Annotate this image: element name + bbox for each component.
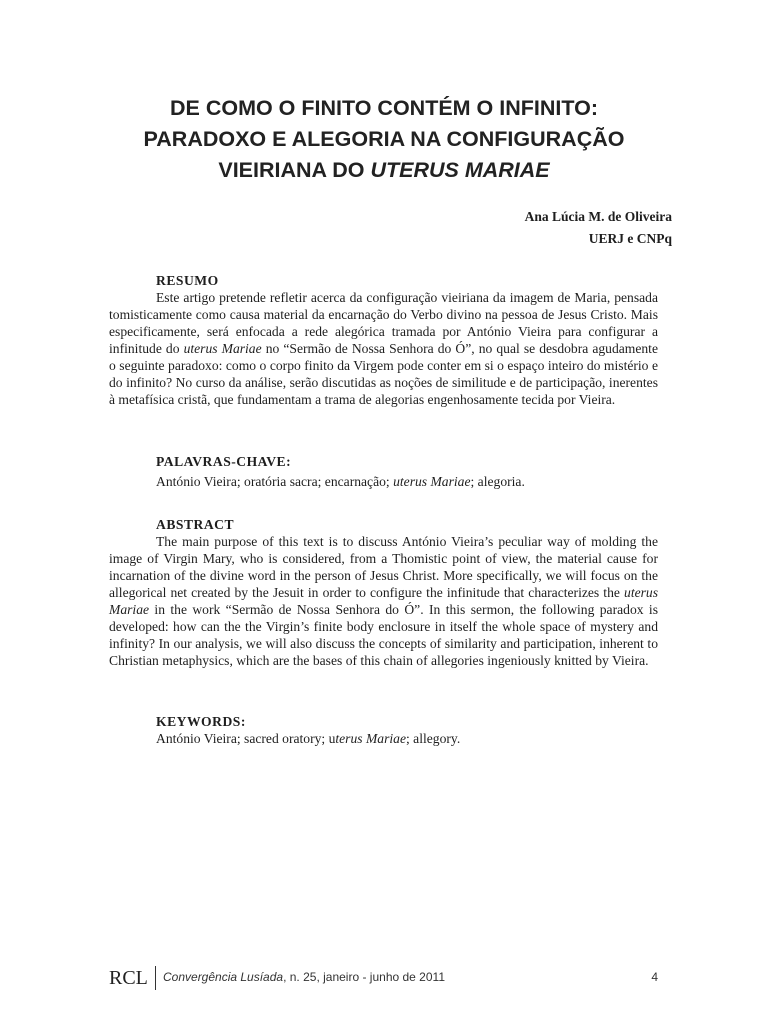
journal-issue: , n. 25, janeiro - junho de 2011: [283, 970, 445, 984]
abstract-text: [109, 533, 658, 669]
title-line-3-plain: VIEIRIANA DO: [218, 158, 371, 182]
author-affiliation: UERJ e CNPq: [588, 231, 672, 246]
title-line-3-italic: UTERUS MARIAE: [370, 158, 550, 182]
palavras-chave-text-1: António Vieira; oratória sacra; encarnação;: [156, 474, 394, 489]
abstract-text-italic: uterus Mariae: [109, 585, 658, 617]
palavras-chave-section: [109, 453, 658, 490]
keywords-text-1: António Vieira; sacred oratory; u: [156, 731, 336, 746]
page-number: 4: [651, 970, 658, 984]
resumo-heading: RESUMO: [156, 273, 219, 288]
journal-name: Convergência Lusíada: [163, 970, 284, 984]
resumo-text-1: Este artigo pretende refletir acerca da configuração vieiriana da imagem de Maria, pensada tomisticamente como causa material da encarnação do Verbo divino na pessoa de Jesus Cristo. Mais especificamente, será enfocada a rede alegórica tramada por António Vieira para configurar a infinitude do: [109, 290, 658, 356]
resumo-section: [109, 272, 658, 408]
abstract-section: [109, 516, 658, 669]
keywords-text-italic: terus Mariae: [335, 731, 406, 746]
keywords-text-2: ; allegory.: [405, 731, 461, 746]
journal-logo: RCL: [109, 967, 148, 989]
journal-citation: [163, 969, 445, 985]
keywords-section: [109, 713, 658, 747]
palavras-chave-heading: PALAVRAS-CHAVE:: [156, 454, 292, 469]
keywords-text: [109, 730, 658, 747]
resumo-text: [109, 289, 658, 408]
title-line-2: PARADOXO E ALEGORIA NA CONFIGURAÇÃO: [143, 127, 625, 151]
article-title: [80, 93, 688, 186]
abstract-text-2: in the work “Sermão de Nossa Senhora do Ó”. In this sermon, the following paradox is developed: how can the the Virgin’s finite body enclosure in itself the whole space of mystery and infinity? In our analysis, we will also discuss the concepts of similarity and participation, inherent to Christian metaphysics, which are the bases of this chain of allegories ingeniously knitted by Vieira.: [109, 602, 658, 668]
title-line-3: [80, 155, 688, 186]
palavras-chave-text: [109, 473, 658, 490]
abstract-heading: ABSTRACT: [156, 517, 235, 532]
keywords-heading: KEYWORDS:: [156, 714, 246, 729]
title-line-1: DE COMO O FINITO CONTÉM O INFINITO:: [169, 96, 598, 120]
abstract-text-1: The main purpose of this text is to discuss António Vieira’s peculiar way of molding the image of Virgin Mary, who is considered, from a Thomistic point of view, the material cause for incarnation of the divine word in the person of Jesus Christ. More specifically, we will focus on the allegorical net created by the Jesuit in order to configure the infinitude that characterizes the: [109, 534, 658, 600]
author-block: [525, 206, 672, 250]
resumo-text-italic: uterus Mariae: [183, 341, 262, 356]
resumo-text-2: no “Sermão de Nossa Senhora do Ó”, no qual se desdobra agudamente o seguinte paradoxo: como o corpo finito da Virgem pode conter em si o espaço inteiro do mistério e do infinito? No curso da análise, serão discutidas as noções de similitude e de participação, inerentes à metafísica cristã, que fundamentam a trama de alegorias engenhosamente tecida por Vieira.: [109, 341, 658, 407]
page-footer: [109, 964, 658, 992]
palavras-chave-text-2: ; alegoria.: [470, 474, 525, 489]
palavras-chave-text-italic: uterus Mariae: [393, 474, 471, 489]
author-name: Ana Lúcia M. de Oliveira: [524, 209, 672, 224]
footer-divider: [155, 966, 156, 990]
